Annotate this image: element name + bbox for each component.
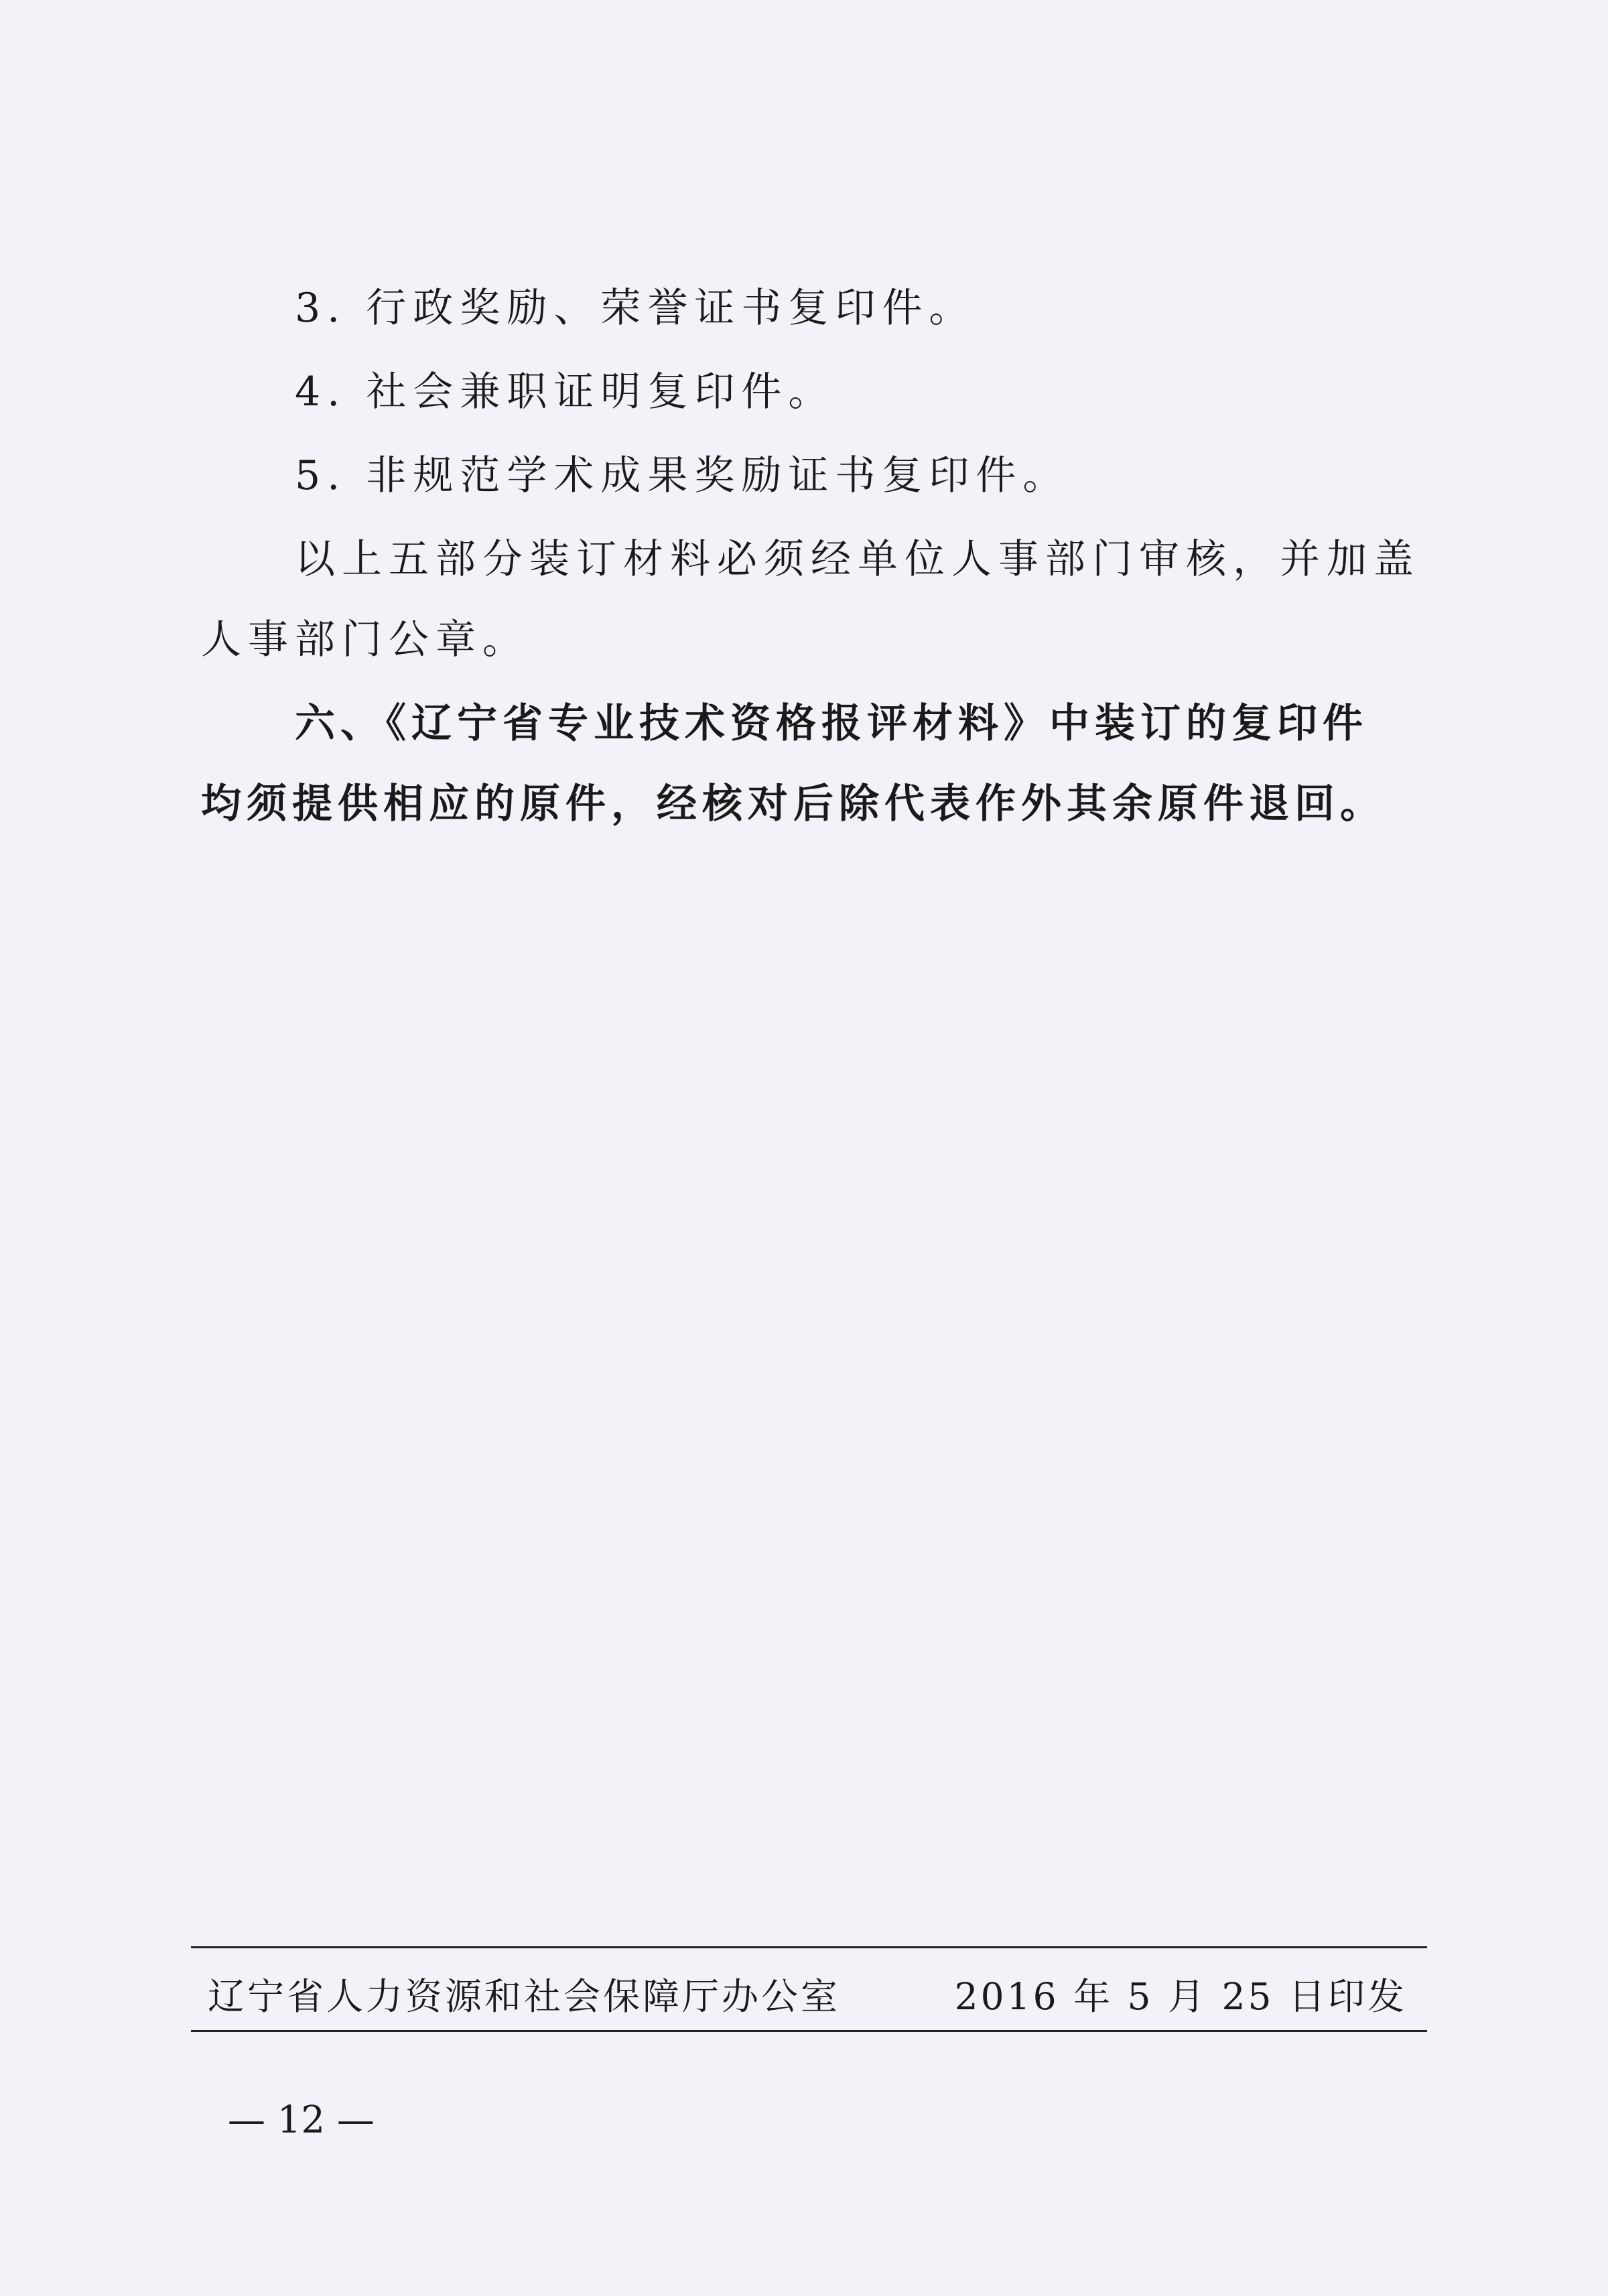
footer-bottom-rule <box>191 2030 1427 2032</box>
item-3: 3. 行政奖励、荣誉证书复印件。 <box>295 285 976 332</box>
footer-top-rule <box>191 1946 1427 1948</box>
section-6-line-2: 均须提供相应的原件，经核对后除代表作外其余原件退回。 <box>201 781 1386 827</box>
page-number: — 12 — <box>228 2098 375 2142</box>
item-4: 4. 社会兼职证明复印件。 <box>295 368 835 415</box>
issue-date: 2016 年 5 月 25 日印发 <box>954 1975 1407 2018</box>
section-6-line-1: 六、《辽宁省专业技术资格报评材料》中装订的复印件 <box>295 700 1368 747</box>
issuing-office: 辽宁省人力资源和社会保障厅办公室 <box>208 1975 841 2018</box>
paragraph-line-2: 人事部门公章。 <box>201 616 529 663</box>
paragraph-line-1: 以上五部分装订材料必须经单位人事部门审核，并加盖 <box>295 536 1420 583</box>
item-5: 5. 非规范学术成果奖励证书复印件。 <box>295 452 1070 499</box>
